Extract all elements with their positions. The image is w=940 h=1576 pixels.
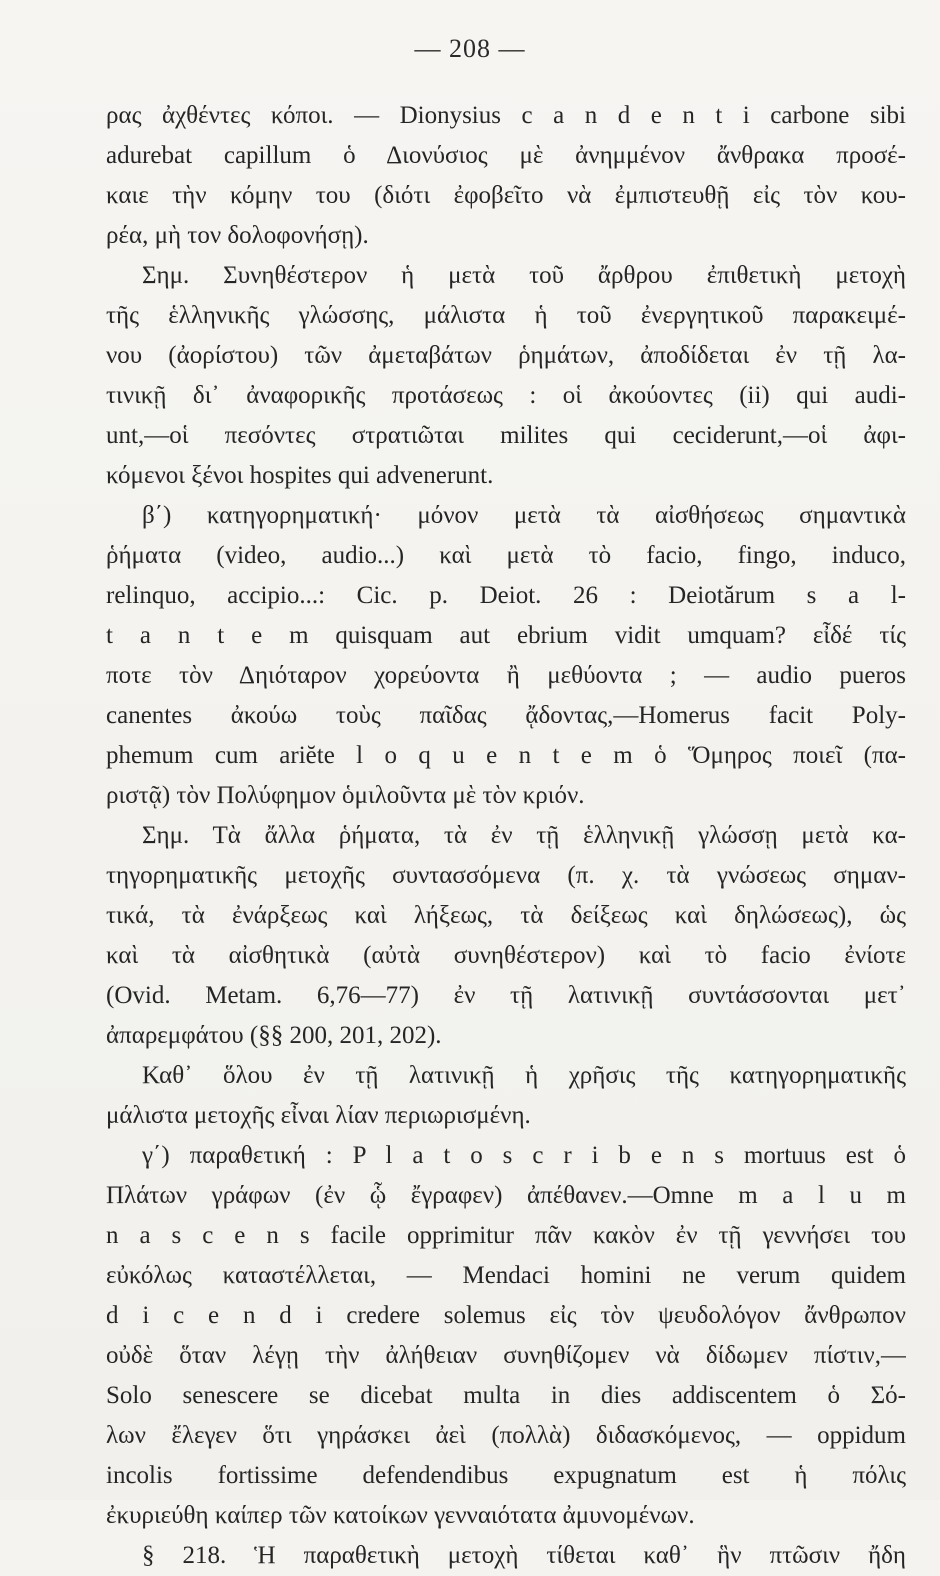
- text-line: ρέα, μὴ τον δολοφονήσῃ).: [106, 222, 369, 249]
- text-line: d i c e n d i credere solemus εἰς τὸν ψευδολόγον ἄνθρωπον: [106, 1302, 906, 1329]
- text-line: ποτε τὸν Δηιόταρον χορεύοντα ἢ μεθύοντα ; — audio pueros: [106, 662, 906, 689]
- text-line: γ΄) παραθετική : P l a t o s c r i b e n s mortuus est ὁ: [142, 1142, 906, 1169]
- text-line: Σημ. Τὰ ἄλλα ῥήματα, τὰ ἐν τῇ ἑλληνικῇ γλώσσῃ μετὰ κα-: [142, 822, 906, 849]
- text-line: ῥήματα (video, audio...) καὶ μετὰ τὸ facio, fingo, induco,: [106, 542, 906, 569]
- text-line: Καθ᾽ ὅλου ἐν τῇ λατινικῇ ἡ χρῆσις τῆς κατηγορηματικῆς: [142, 1062, 906, 1089]
- text-line: καιε τὴν κόμην του (διότι ἐφοβεῖτο νὰ ἐμπιστευθῇ εἰς τὸν κου-: [106, 182, 906, 209]
- page-number: — 208 —: [414, 34, 526, 63]
- text-line: phemum cum ariĕte l o q u e n t e m ὁ Ὅμηρος ποιεῖ (πα-: [106, 742, 906, 769]
- text-line: § 218. Ἡ παραθετικὴ μετοχὴ τίθεται καθ᾽ ἣν πτῶσιν ἤδη: [142, 1542, 906, 1569]
- text-line: t a n t e m quisquam aut ebrium vidit umquam? εἶδέ τίς: [106, 622, 906, 649]
- text-line: β΄) κατηγορηματική· μόνον μετὰ τὰ αἰσθήσεως σημαντικὰ: [142, 502, 906, 529]
- text-line: τινικῇ δι᾽ ἀναφορικῆς προτάσεως : οἱ ἀκούοντες (ii) qui audi-: [106, 382, 906, 409]
- text-line: μάλιστα μετοχῆς εἶναι λίαν περιωρισμένη.: [106, 1102, 531, 1129]
- text-line: ἀπαρεμφάτου (§§ 200, 201, 202).: [106, 1022, 442, 1049]
- text-line: κόμενοι ξένοι hospites qui advenerunt.: [106, 462, 494, 489]
- text-line: Πλάτων γράφων (ἐν ᾧ ἔγραφεν) ἀπέθανεν.—Omne m a l u m: [106, 1182, 906, 1209]
- text-line: Solo senescere se dicebat multa in dies addiscentem ὁ Σό-: [106, 1382, 906, 1409]
- text-line: unt,—οἱ πεσόντες στρατιῶται milites qui ceciderunt,—οἱ ἀφι-: [106, 422, 906, 449]
- text-line: ρας ἀχθέντες κόποι. — Dionysius c a n d e n t i carbone sibi: [106, 102, 906, 129]
- text-line: (Ovid. Metam. 6,76—77) ἐν τῇ λατινικῇ συντάσσονται μετ᾽: [106, 982, 906, 1009]
- text-line: λων ἔλεγεν ὅτι γηράσκει ἀεὶ (πολλὰ) διδασκόμενος, — oppidum: [106, 1422, 906, 1449]
- text-line: incolis fortissime defendendibus expugnatum est ἡ πόλις: [106, 1462, 906, 1489]
- text-line: relinquo, accipio...: Cic. p. Deiot. 26 : Deiotărum s a l-: [106, 582, 906, 609]
- text-line: νου (ἀορίστου) τῶν ἀμεταβάτων ῥημάτων, ἀποδίδεται ἐν τῇ λα-: [106, 342, 906, 369]
- body-text: [106, 96, 906, 1576]
- text-line: ἐκυριεύθη καίπερ τῶν κατοίκων γενναιότατα ἀμυνομένων.: [106, 1502, 695, 1529]
- text-line: εὐκόλως καταστέλλεται, — Mendaci homini ne verum quidem: [106, 1262, 906, 1289]
- text-line: adurebat capillum ὁ Διονύσιος μὲ ἀνημμένον ἄνθρακα προσέ-: [106, 142, 906, 169]
- text-line: τηγορηματικῆς μετοχῆς συντασσόμενα (π. χ. τὰ γνώσεως σημαν-: [106, 862, 906, 889]
- text-line: τικά, τὰ ἐνάρξεως καὶ λήξεως, τὰ δείξεως καὶ δηλώσεως), ὡς: [106, 902, 906, 929]
- text-line: ριστᾷ) τὸν Πολύφημον ὁμιλοῦντα μὲ τὸν κριόν.: [106, 782, 585, 809]
- text-line: οὐδὲ ὅταν λέγῃ τὴν ἀλήθειαν συνηθίζομεν νὰ δίδωμεν πίστιν,—: [106, 1342, 906, 1369]
- text-line: καὶ τὰ αἰσθητικὰ (αὐτὰ συνηθέστερον) καὶ τὸ facio ἐνίοτε: [106, 942, 906, 969]
- text-line: canentes ἀκούω τοὺς παῖδας ᾄδοντας,—Homerus facit Poly-: [106, 702, 906, 729]
- text-line: n a s c e n s facile opprimitur πᾶν κακὸν ἐν τῇ γεννήσει του: [106, 1222, 906, 1249]
- text-line: Σημ. Συνηθέστερον ἡ μετὰ τοῦ ἄρθρου ἐπιθετικὴ μετοχὴ: [142, 262, 906, 289]
- text-line: τῆς ἑλληνικῆς γλώσσης, μάλιστα ἡ τοῦ ἐνεργητικοῦ παρακειμέ-: [106, 302, 906, 329]
